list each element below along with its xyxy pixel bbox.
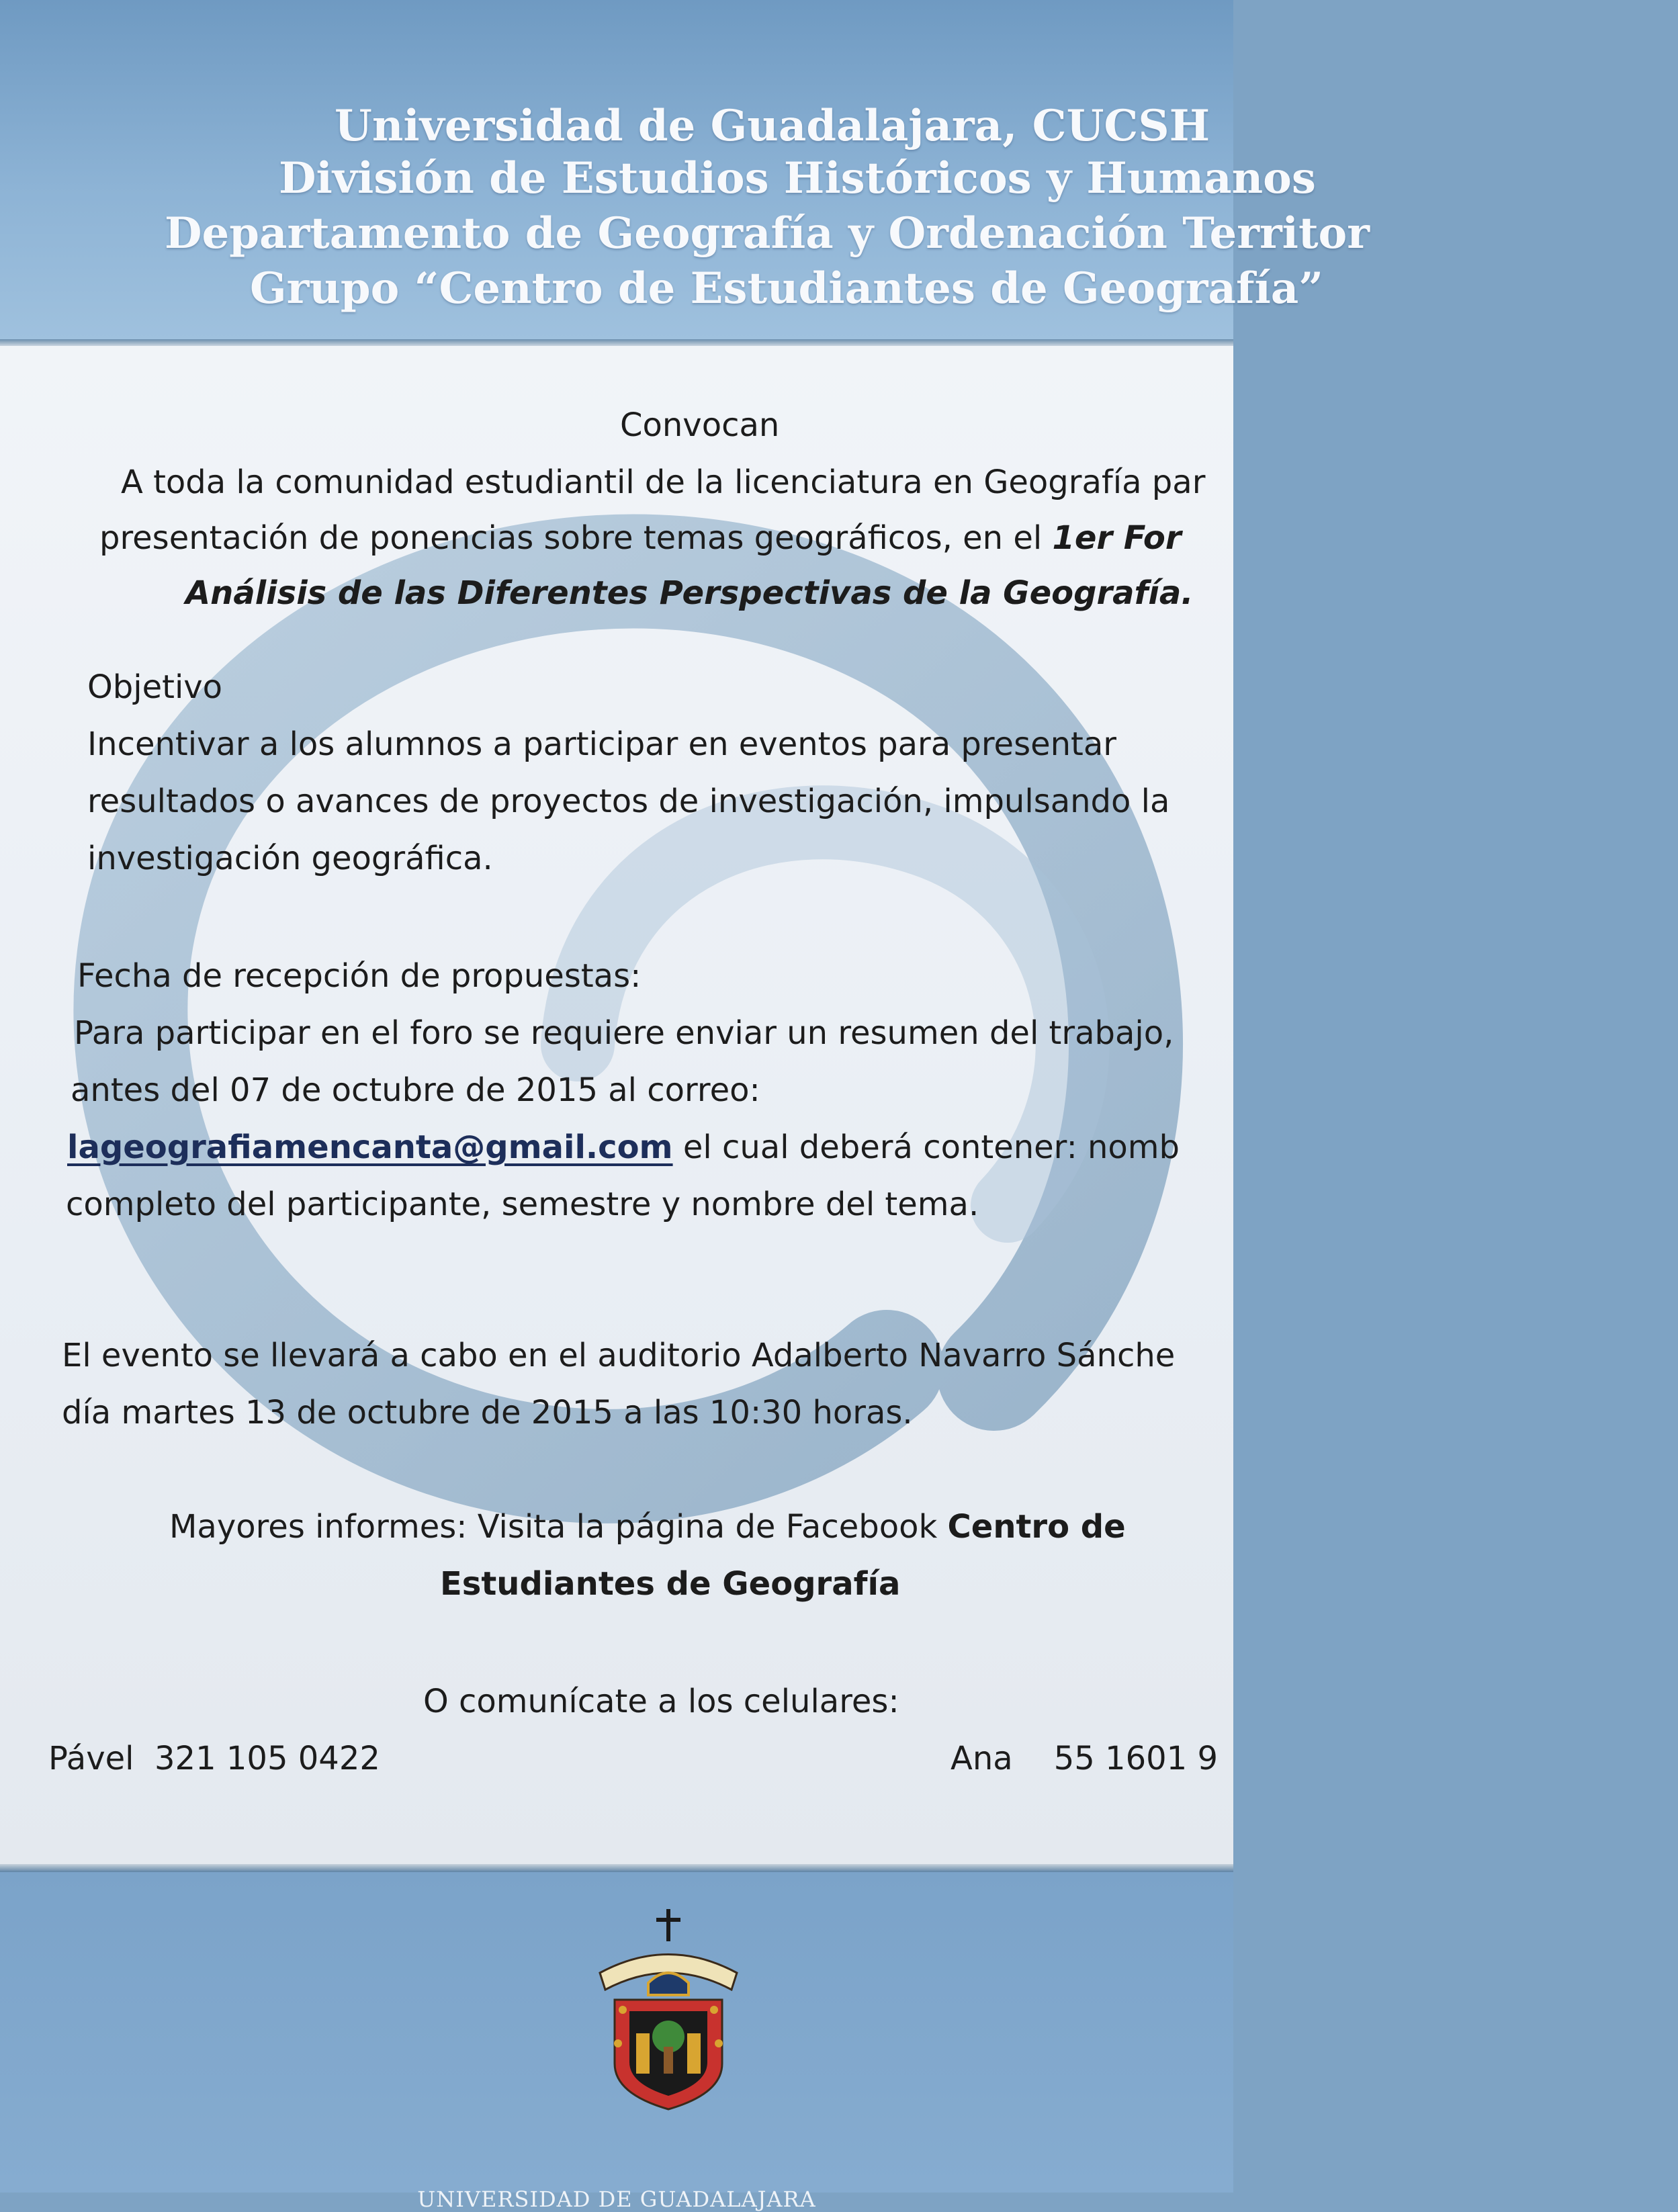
bottom-divider [0, 1864, 1233, 1872]
intro-line-1: A toda la comunidad estudiantil de la licenciatura en Geografía par [121, 463, 1206, 501]
top-divider [0, 339, 1233, 346]
fecha-line-3-rest: el cual deberá contener: nomb [672, 1129, 1180, 1166]
objetivo-heading: Objetivo [87, 668, 223, 706]
header-department: Departamento de Geografía y Ordenación Territor [165, 208, 1370, 259]
footer-banner [0, 1872, 1233, 2193]
intro-line-2 [99, 519, 1182, 557]
fecha-line-4: completo del participante, semestre y nombre del tema. [66, 1186, 979, 1223]
university-seal-icon [588, 1909, 749, 2111]
intro-line-2-bold: 1er For [1052, 519, 1182, 557]
fecha-heading: Fecha de recepción de propuestas: [77, 957, 642, 995]
forum-title: Análisis de las Diferentes Perspectivas de la Geografía. [185, 574, 1194, 612]
contact-pavel: Pável 321 105 0422 [48, 1740, 380, 1777]
evento-line-2: día martes 13 de octubre de 2015 a las 10:30 horas. [62, 1394, 913, 1431]
header-banner [0, 0, 1370, 339]
header-division: División de Estudios Históricos y Humanos [279, 153, 1316, 204]
evento-line-1: El evento se llevará a cabo en el auditorio Adalberto Navarro Sánche [62, 1337, 1176, 1374]
informes-text: Mayores informes: Visita la página de Facebook [169, 1508, 938, 1546]
convocan-heading: Convocan [620, 406, 780, 444]
objetivo-line-2: resultados o avances de proyectos de investigación, impulsando la [87, 783, 1170, 820]
objetivo-line-3: investigación geográfica. [87, 840, 493, 877]
header-university: Universidad de Guadalajara, CUCSH [335, 101, 1210, 151]
fecha-line-2: antes del 07 de octubre de 2015 al correo: [71, 1071, 760, 1109]
intro-line-2-text: presentación de ponencias sobre temas geográficos, en el [99, 519, 1043, 557]
footer-university-name: UNIVERSIDAD DE GUADALAJARA [417, 2186, 816, 2212]
informes-line-1 [169, 1508, 1126, 1546]
informes-facebook-1: Centro de [947, 1508, 1126, 1546]
fecha-line-1: Para participar en el foro se requiere enviar un resumen del trabajo, [74, 1014, 1174, 1052]
header-group: Grupo “Centro de Estudiantes de Geografía” [250, 263, 1324, 314]
objetivo-line-1: Incentivar a los alumnos a participar en eventos para presentar [87, 725, 1117, 763]
fecha-line-3 [67, 1129, 1180, 1166]
email-link[interactable]: lageografiamencanta@gmail.com [67, 1129, 673, 1166]
flyer-body [0, 346, 1233, 1864]
contact-ana: Ana 55 1601 9 [951, 1740, 1218, 1777]
celulares-heading: O comunícate a los celulares: [423, 1683, 899, 1720]
informes-facebook-2: Estudiantes de Geografía [440, 1565, 901, 1603]
